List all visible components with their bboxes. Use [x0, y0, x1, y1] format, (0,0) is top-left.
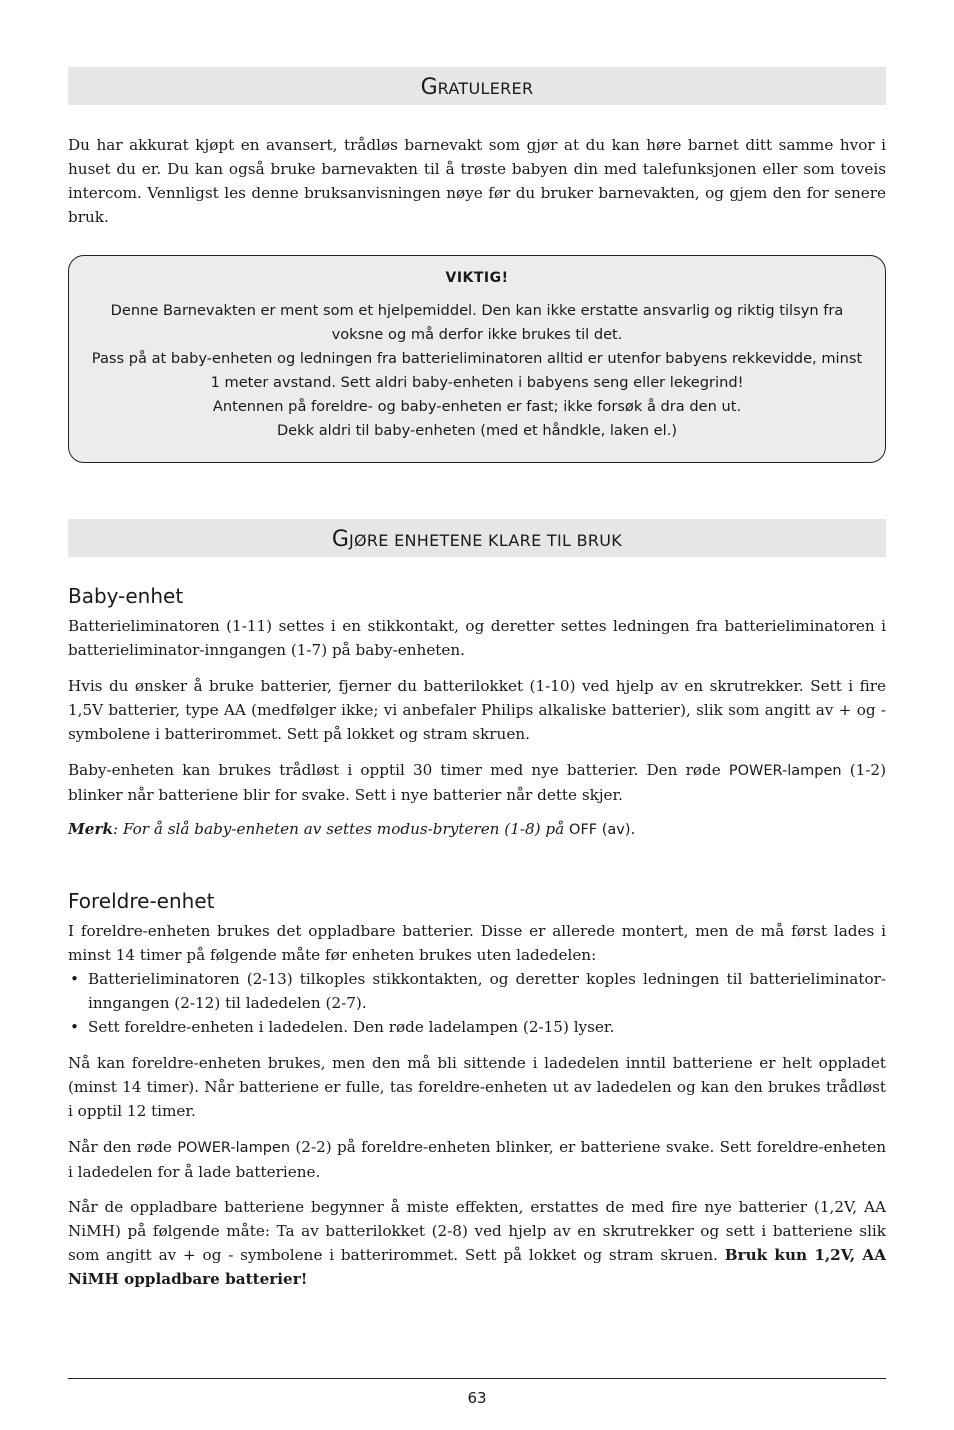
- parent-unit-title: Foreldre-enhet: [68, 889, 215, 913]
- section-heading-gratulerer: GRATULERER: [68, 67, 886, 105]
- notice-text: Denne Barnevakten er ment som et hjelpemiddel. Den kan ikke erstatte ansvarlig og riktig tilsyn fra voksne og må derfor ikke brukes til det. Pass på at baby-enheten og ledningen fra batterieliminatoren alltid er utenfor babyens rekkevidde, minst 1 meter avstand. Sett aldri baby-enheten i babyens seng eller lekegrind! Antennen på foreldre- og baby-enheten er fast; ikke forsøk å dra den ut. Dekk aldri til baby-enheten (med et håndkle, laken el.): [91, 302, 863, 439]
- baby-unit-paragraph-2: Hvis du ønsker å bruke batterier, fjerner du batterilokket (1-10) ved hjelp av en skrutrekker. Sett i fire 1,5V batterier, type AA (medfølger ikke; vi anbefaler Philips alkaliske batterier), slik som angitt av + og - symbolene i batterirommet. Sett på lokket og stram skruen.: [68, 677, 886, 743]
- baby-unit-paragraph-1: Batterieliminatoren (1-11) settes i en stikkontakt, og deretter settes ledningen fra batterieliminatoren i batterieliminator-inngangen (1-7) på baby-enheten.: [68, 617, 886, 659]
- list-item: • Batterieliminatoren (2-13) tilkoples stikkontakten, og deretter koples ledningen til batterieliminator-inngangen (2-12) til ladedelen (2-7).: [70, 970, 886, 1012]
- parent-unit-paragraph-3: Når den røde POWER-lampen (2-2) på foreldre-enheten blinker, er batteriene svake. Sett foreldre-enheten i ladedelen for å lade batteriene.: [68, 1138, 887, 1181]
- important-notice-box: [68, 255, 886, 463]
- footer-divider: [68, 1378, 886, 1379]
- list-item: • Sett foreldre-enheten i ladedelen. Den røde ladelampen (2-15) lyser.: [70, 1018, 615, 1036]
- baby-unit-note: Merk: For å slå baby-enheten av settes modus-bryteren (1-8) på OFF (av).: [68, 820, 636, 838]
- parent-unit-paragraph-2: Nå kan foreldre-enheten brukes, men den må bli sittende i ladedelen inntil batteriene er helt oppladet (minst 14 timer). Når batteriene er fulle, tas foreldre-enheten ut av ladedelen og kan den brukes trådløst i opptil 12 timer.: [68, 1054, 886, 1120]
- section-heading-setup: GJØRE ENHETENE KLARE TIL BRUK: [68, 519, 886, 557]
- baby-unit-paragraph-3: Baby-enheten kan brukes trådløst i opptil 30 timer med nye batterier. Den røde POWER-lampen (1-2) blinker når batteriene blir for svake. Sett i nye batterier når dette skjer.: [68, 761, 887, 804]
- parent-unit-paragraph-4: Når de oppladbare batteriene begynner å miste effekten, erstattes de med fire nye batterier (1,2V, AA NiMH) på følgende måte: Ta av batterilokket (2-8) ved hjelp av en skrutrekker og sett i batteriene slik som angitt av + og - symbolene i batterirommet. Sett på lokket og stram skruen. Bruk kun 1,2V, AA NiMH oppladbare batterier!: [68, 1198, 886, 1288]
- baby-unit-title: Baby-enhet: [68, 584, 184, 608]
- parent-unit-paragraph-1: I foreldre-enheten brukes det oppladbare batterier. Disse er allerede montert, men de må først lades i minst 14 timer på følgende måte før enheten brukes uten ladedelen:: [68, 922, 886, 964]
- page-number: 63: [467, 1389, 487, 1407]
- notice-title: VIKTIG!: [445, 270, 509, 286]
- intro-paragraph: Du har akkurat kjøpt en avansert, trådløs barnevakt som gjør at du kan høre barnet ditt samme hvor i huset du er. Du kan også bruke barnevakten til å trøste babyen din med talefunksjonen eller som toveis intercom. Vennligst les denne bruksanvisningen nøye før du bruker barnevakten, og gjem den for senere bruk.: [68, 136, 886, 226]
